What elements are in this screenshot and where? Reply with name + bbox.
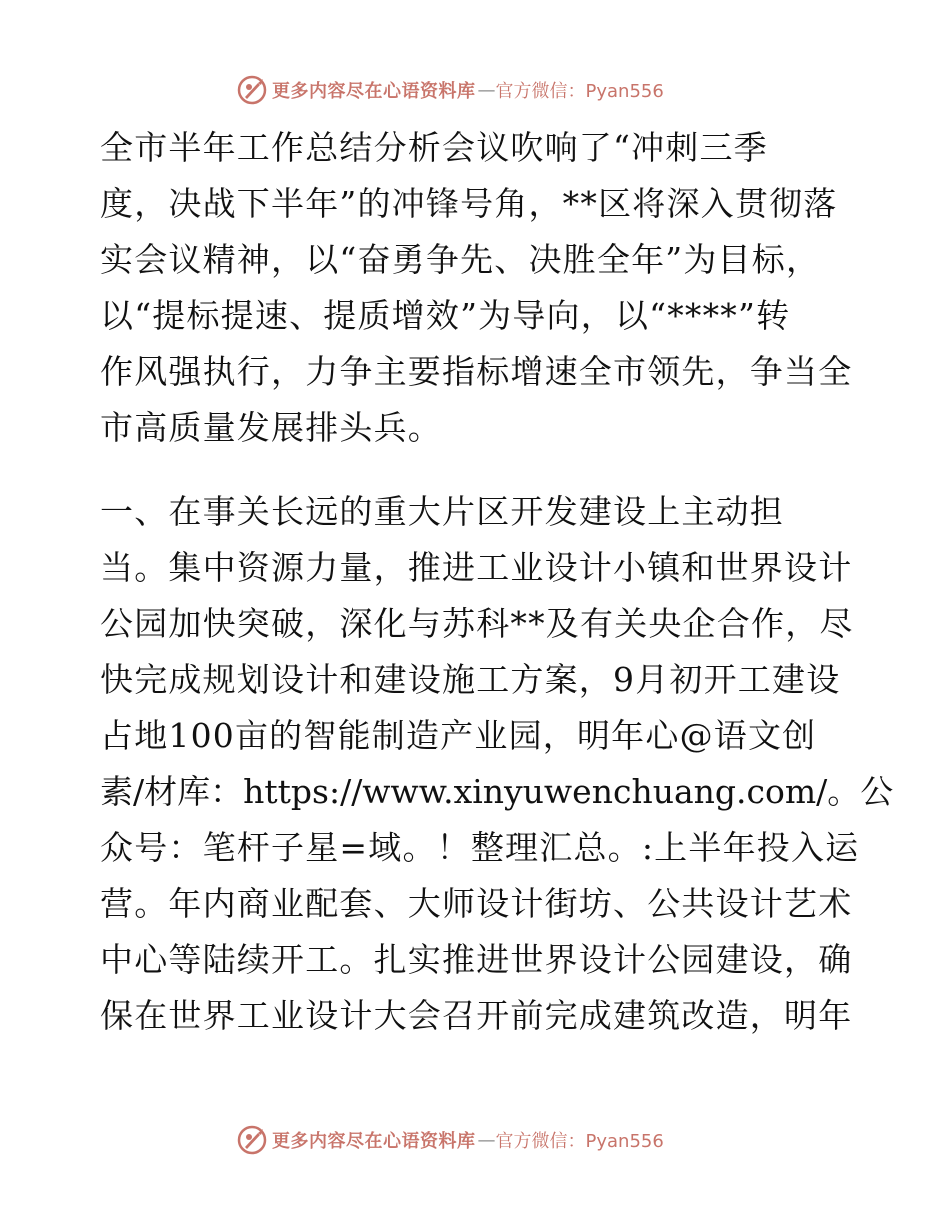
text-line: 众号：笔杆子星=域。！整理汇总。:上半年投入运 <box>100 828 860 867</box>
quill-pen-logo-icon <box>236 74 268 106</box>
watermark-brand: 更多内容尽在心语资料库 <box>272 81 476 102</box>
text-line: 一、在事关长远的重大片区开发建设上主动担 <box>100 492 784 531</box>
text-line: 占地100亩的智能制造产业园，明年心@语文创 <box>100 716 817 755</box>
watermark-wechat: 官方微信：Pyan556 <box>495 1131 664 1152</box>
text-line: 市高质量发展排头兵。 <box>100 408 442 447</box>
quill-pen-logo-icon <box>236 1124 268 1156</box>
paragraph-intro <box>100 120 860 456</box>
text-line: 以“提标提速、提质增效”为导向，以“****”转 <box>100 296 791 335</box>
watermark-separator: — <box>477 1129 496 1151</box>
watermark-wechat: 官方微信：Pyan556 <box>495 81 664 102</box>
text-line: 中心等陆续开工。扎实推进世界设计公园建设，确 <box>100 940 853 979</box>
paragraph-section-one <box>100 484 894 1044</box>
watermark-brand: 更多内容尽在心语资料库 <box>272 1131 476 1152</box>
text-line: 当。集中资源力量，推进工业设计小镇和世界设计 <box>100 548 853 587</box>
text-line: 度，决战下半年”的冲锋号角，**区将深入贯彻落 <box>100 184 838 223</box>
footer-watermark <box>236 1122 664 1158</box>
text-line-url: 素/材库：https://www.xinyuwenchuang.com/。公 <box>100 772 894 811</box>
watermark-separator: — <box>477 79 496 101</box>
text-line: 保在世界工业设计大会召开前完成建筑改造，明年 <box>100 996 853 1035</box>
text-line: 公园加快突破，深化与苏科**及有关央企合作，尽 <box>100 604 854 643</box>
text-line: 快完成规划设计和建设施工方案，9月初开工建设 <box>100 660 841 699</box>
header-watermark <box>236 72 664 108</box>
text-line: 作风强执行，力争主要指标增速全市领先，争当全 <box>100 352 853 391</box>
text-line: 实会议精神，以“奋勇争先、决胜全年”为目标， <box>100 240 821 279</box>
text-line: 全市半年工作总结分析会议吹响了“冲刺三季 <box>100 128 768 167</box>
text-line: 营。年内商业配套、大师设计街坊、公共设计艺术 <box>100 884 853 923</box>
